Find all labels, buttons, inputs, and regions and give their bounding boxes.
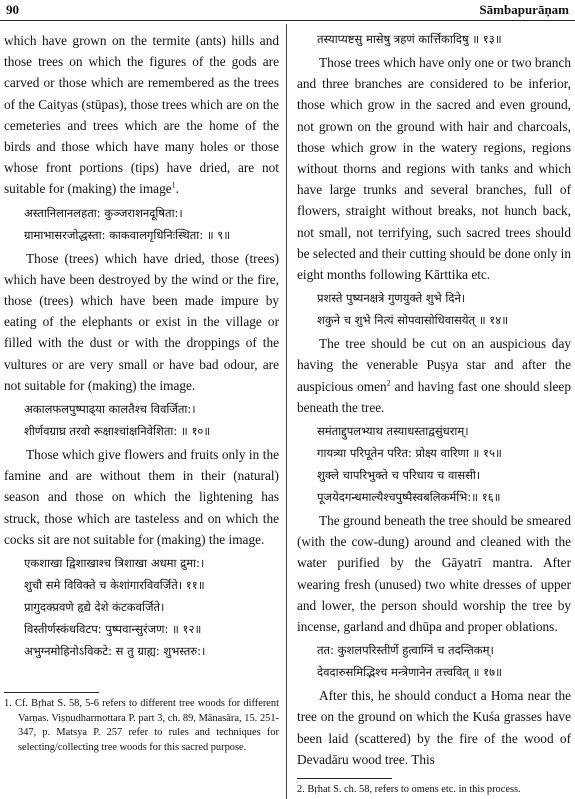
sanskrit-verse [297, 287, 571, 331]
verse-line: समंताद्दुपलभ्याथ तस्याधस्ताद्वसुंधराम्। [317, 424, 469, 439]
verse-line: तस्याप्यष्टसु मासेषु त्रहणं कार्त्तिकादिषु ॥ १३॥ [317, 32, 502, 46]
verse-line: एकशाखा द्विशाखाश्च त्रिशाखा अधमा द्रुमा:। [24, 556, 205, 571]
footnote: 2. Bṛhat S. ch. 58, refers to omens etc. in this process. [297, 784, 521, 795]
sanskrit-verse [4, 552, 279, 662]
running-title: Sāmbapurāṇam [479, 2, 569, 17]
verse-line: प्रशस्ते पुष्यनक्षत्रे गुणयुक्ते शुभे दिने। [317, 291, 466, 306]
page-header [0, 0, 575, 26]
verse-line: अभुग्नमोहिनोऽविकटे: स तु ग्राह्य: शुभस्तरु:। [24, 644, 206, 659]
paragraph-text: which have grown on the termite (ants) hills and those trees on which the figures of the gods are carved or those which are remembered as the trees of the Caityas (stūpas), those trees which are on the cemeteries and trees which are the home of the birds and those which have many holes or those whose front portions (tips) have dried, are not suitable for (making) the image [4, 33, 279, 197]
paragraph: The ground beneath the tree should be smeared (with the cow-dung) around and cleaned with the water purified by the Gāyatrī mantra. After wearing fresh (unused) two white dresses of upper and lower, the person should worship the tree by incense, garland and dhūpa and proper oblations. [297, 513, 571, 635]
paragraph: Those (trees) which have dried, those (trees) which have been destroyed by the wind or the fire, those (trees) which have been made impure by eating of the elephants or exist in the village or filled with the dust or with the droppings of the vultures or are very small or have bad odour, are not suitable for (making) the image. [4, 250, 279, 393]
sanskrit-verse [297, 420, 571, 508]
verse-line: प्रागुदक्प्रवणे हृद्ये देशे कंटकवर्जिते। [24, 600, 165, 615]
paragraph: Those which give flowers and fruits only in the famine and are without them in their (natural) season and those on which the lightening has struck, those which are tasteless and on which the cocks sit are not suitable for (making) the image. [4, 447, 279, 547]
verse-line: अस्तानिलानलहता: कुञ्जराशनदूषिता:। [24, 205, 183, 220]
sanskrit-verse [297, 28, 571, 50]
verse-line: ग्रामाभासरजोद्धस्ता: काकवालगृधिनिःस्थिता: ॥ ९॥ [24, 227, 231, 242]
right-column [297, 30, 571, 770]
verse-line: अकालफलपुष्पाढ्‌या कालतैश्च विवर्जिता:। [24, 402, 196, 417]
paragraph-end: . [175, 181, 179, 197]
verse-line: शुक्ले चापरिभुक्ते च परिधाय च वाससी। [317, 468, 481, 483]
footnote-ref: 1 [171, 181, 176, 190]
footnote-rule [297, 778, 392, 779]
footnote: 1. Cf. Bṛhat S. 58, 5-6 refers to different tree woods for different Varṇas. Viṣṇudharmottara P. part 3, ch. 89, Mānasāra, 15. 251-347, p. Matsya P. 257 refer to rules and techniques for selecting/collecting tree woods for this sacred purpose. [4, 698, 279, 753]
paragraph-end: and having fast one should sleep beneath the tree. [297, 378, 571, 415]
verse-line: विस्तीर्णस्कंधविटप: पुष्पवान्सुरंजण: ॥ १२॥ [24, 622, 202, 637]
verse-line: शुचौ समे विविक्ते च केशांगारविवर्जिते। ११॥ [24, 578, 205, 593]
verse-line: गायत्र्या परिपूतेन परित: प्रोक्ष्य वारिणा ॥ १५॥ [317, 446, 502, 461]
sanskrit-verse [297, 639, 571, 683]
verse-line: शकुने च शुभे नित्यं सोपवासोधिवासयेत् ॥ १४॥ [317, 313, 509, 328]
paragraph: Those trees which have only one or two branch and three branches are considered to be inferior, those which grow in the sacred and even ground, not grown on the ground with hair and charcoals, those which grow in the watery regions, regions without thorns and regions with tanks and which have large trunks and several branches, full of flowers, straight without breaks, not hunch back, not small, not terrifying, such sacred trees should be selected and their cutting should be done only in eight months following Kārttika etc. [297, 55, 571, 283]
footnotes-left [4, 692, 279, 755]
sanskrit-verse [4, 398, 279, 442]
footnote-ref: 2 [386, 378, 391, 388]
page-number: 90 [6, 2, 19, 17]
paragraph: After this, he should conduct a Homa near the tree on the ground on which the Kuśa grasses have been laid (scattered) by the fire of the wood of Devadāru wood tree. This [297, 688, 571, 767]
footnote-rule [4, 692, 99, 693]
verse-line: पूजयेदगन्धमाल्यैश्चपुष्पैस्वबलिकर्मभि:॥ १६॥ [317, 490, 501, 505]
paragraph [4, 30, 279, 200]
paragraph [297, 333, 571, 418]
verse-line: तत: कुशलपरिस्तीर्णे हुत्वाग्निं च तदन्तिकम्। [317, 643, 494, 658]
footnotes-right [297, 778, 571, 798]
paragraph-text: The tree should be cut on an auspicious day having the venerable Puṣya star and after the auspicious omen [297, 336, 571, 394]
header-rule [0, 20, 575, 21]
left-column [4, 30, 279, 664]
sanskrit-verse [4, 202, 279, 246]
verse-line: देवदारुसमिद्भिश्च मन्त्रेणानेन तत्त्ववित् ॥ १७॥ [317, 665, 503, 680]
column-divider [286, 24, 287, 799]
verse-line: शीर्णवग्राघ्र तरवो रूक्षाश्चांक्षनिवेशिता: ॥ १०॥ [24, 424, 211, 439]
